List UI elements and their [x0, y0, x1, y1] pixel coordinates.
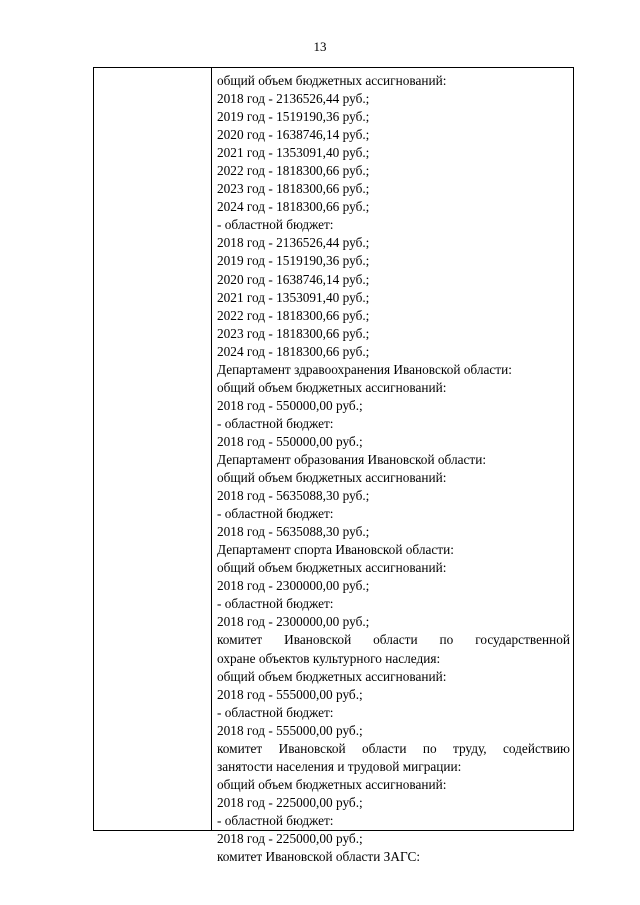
text-line: 2018 год - 555000,00 руб.; — [217, 686, 363, 702]
text-line: 2022 год - 1818300,66 руб.; — [217, 163, 370, 179]
text-line: 2024 год - 1818300,66 руб.; — [217, 199, 370, 215]
text-line: 2020 год - 1638746,14 руб.; — [217, 127, 370, 143]
document-table — [93, 67, 574, 865]
text-line: 2018 год - 555000,00 руб.; — [217, 722, 363, 738]
text-line: комитет Ивановской области по государственной — [217, 632, 570, 648]
text-line: 2018 год - 5635088,30 руб.; — [217, 488, 370, 504]
table-right-column — [217, 72, 570, 866]
text-line: 2019 год - 1519190,36 руб.; — [217, 253, 370, 269]
text-line: 2019 год - 1519190,36 руб.; — [217, 109, 370, 125]
text-line: 2018 год - 550000,00 руб.; — [217, 397, 363, 413]
text-line: - областной бюджет: — [217, 812, 334, 828]
text-line: 2018 год - 550000,00 руб.; — [217, 433, 363, 449]
text-line: 2018 год - 2300000,00 руб.; — [217, 614, 370, 630]
text-line: 2024 год - 1818300,66 руб.; — [217, 343, 370, 359]
table-left-column — [94, 68, 212, 830]
text-line: 2023 год - 1818300,66 руб.; — [217, 181, 370, 197]
text-line: общий объем бюджетных ассигнований: — [217, 560, 447, 576]
text-line: общий объем бюджетных ассигнований: — [217, 379, 447, 395]
text-line: 2018 год - 2136526,44 руб.; — [217, 91, 370, 107]
text-line: 2018 год - 2136526,44 руб.; — [217, 235, 370, 251]
text-line: - областной бюджет: — [217, 415, 334, 431]
text-line: 2018 год - 225000,00 руб.; — [217, 794, 363, 810]
text-line: - областной бюджет: — [217, 506, 334, 522]
text-line: охране объектов культурного наследия: — [217, 650, 441, 666]
text-line: занятости населения и трудовой миграции: — [217, 758, 462, 774]
page-number: 13 — [313, 39, 327, 54]
text-line: Департамент образования Ивановской области: — [217, 451, 487, 467]
text-line: 2018 год - 225000,00 руб.; — [217, 830, 363, 846]
text-line: Департамент здравоохранения Ивановской области: — [217, 361, 512, 377]
text-line: 2022 год - 1818300,66 руб.; — [217, 307, 370, 323]
text-line: 2021 год - 1353091,40 руб.; — [217, 145, 370, 161]
text-line: комитет Ивановской области по труду, содействию — [217, 740, 570, 756]
text-line: - областной бюджет: — [217, 217, 334, 233]
text-line: 2018 год - 5635088,30 руб.; — [217, 524, 370, 540]
text-line: Департамент спорта Ивановской области: — [217, 542, 454, 558]
text-line: - областной бюджет: — [217, 704, 334, 720]
text-line: комитет Ивановской области ЗАГС: — [217, 849, 421, 865]
text-line: 2023 год - 1818300,66 руб.; — [217, 325, 370, 341]
text-line: 2021 год - 1353091,40 руб.; — [217, 289, 370, 305]
text-line: общий объем бюджетных ассигнований: — [217, 776, 447, 792]
text-line: 2020 год - 1638746,14 руб.; — [217, 271, 370, 287]
text-line: общий объем бюджетных ассигнований: — [217, 73, 447, 88]
text-line: общий объем бюджетных ассигнований: — [217, 668, 447, 684]
text-line: - областной бюджет: — [217, 596, 334, 612]
text-line: общий объем бюджетных ассигнований: — [217, 470, 447, 486]
text-line: 2018 год - 2300000,00 руб.; — [217, 578, 370, 594]
